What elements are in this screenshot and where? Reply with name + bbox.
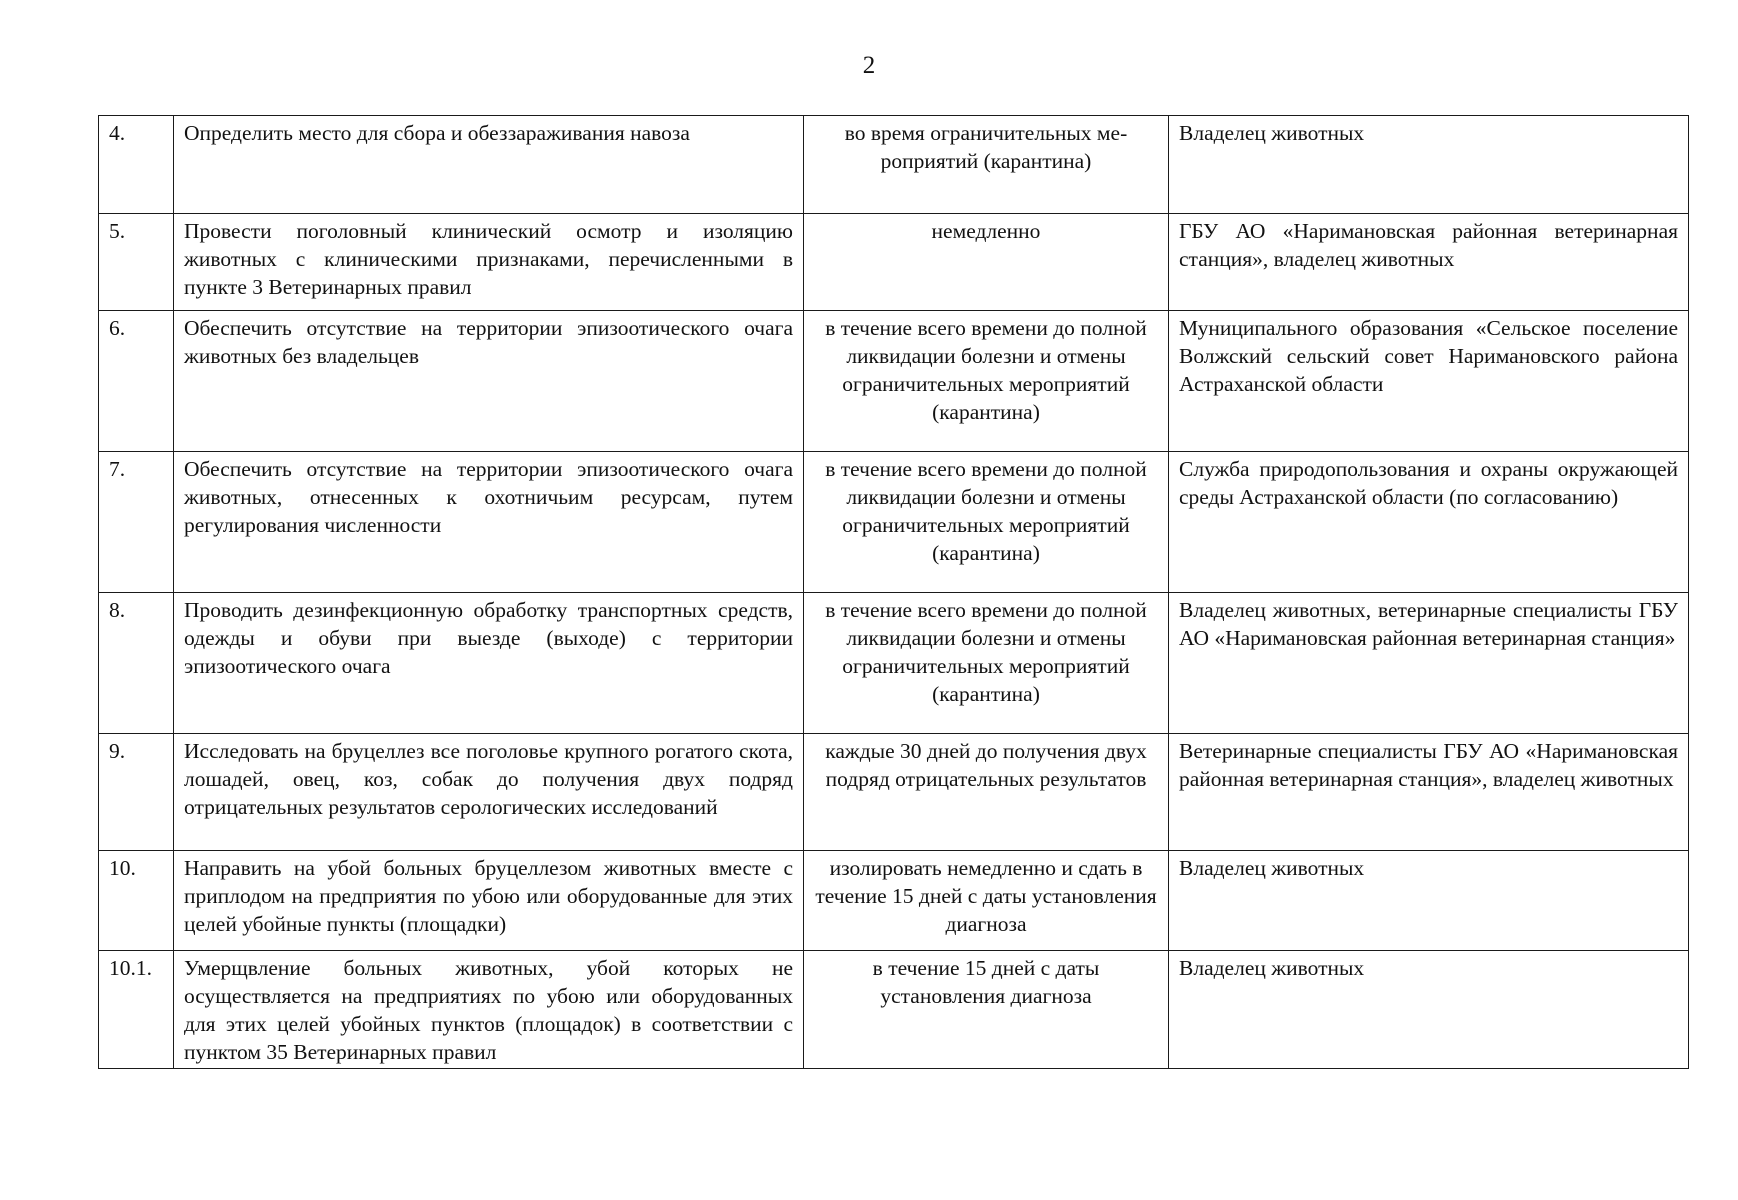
page-number: 2: [862, 52, 876, 79]
table-row: [99, 734, 1689, 851]
responsible-text: Ветеринарные специалисты ГБУ АО «Наримановская районная ветеринарная станция», владелец животных: [1169, 734, 1689, 851]
responsible-text: Владелец животных, ветеринарные специалисты ГБУ АО «Наримановская районная ветеринарная станция»: [1169, 593, 1689, 734]
responsible-text: Служба природопользования и охраны окружающей среды Астраханской области (по согласованию): [1169, 452, 1689, 593]
table-row: [99, 851, 1689, 951]
table-row: [99, 311, 1689, 452]
row-number: 5.: [99, 214, 174, 311]
measure-text: Умерщвление больных животных, убой которых не осуществляется на предприятиях по убою или оборудованных для этих целей убойных пунктов (площадок) в соответствии с пунктом 35 Ветеринарных правил: [174, 951, 804, 1069]
deadline-text: немедленно: [804, 214, 1169, 311]
responsible-text: Владелец животных: [1169, 851, 1689, 951]
responsible-text: Муниципального образования «Сельское поселение Волжский сельский совет Наримановского района Астраханской области: [1169, 311, 1689, 452]
table-row: [99, 593, 1689, 734]
measure-text: Обеспечить отсутствие на территории эпизоотического очага животных без владельцев: [174, 311, 804, 452]
deadline-text: в течение 15 дней с даты установления диагноза: [804, 951, 1169, 1069]
row-number: 6.: [99, 311, 174, 452]
responsible-text: Владелец животных: [1169, 116, 1689, 214]
deadline-text: изолировать немедленно и сдать в течение 15 дней с даты установления диагноза: [804, 851, 1169, 951]
responsible-text: Владелец животных: [1169, 951, 1689, 1069]
row-number: 10.: [99, 851, 174, 951]
table-row: [99, 452, 1689, 593]
row-number: 7.: [99, 452, 174, 593]
row-number: 4.: [99, 116, 174, 214]
measure-text: Обеспечить отсутствие на территории эпизоотического очага животных, отнесенных к охотничьим ресурсам, путем регулирования численности: [174, 452, 804, 593]
deadline-text: каждые 30 дней до получения двух подряд отрицательных результатов: [804, 734, 1169, 851]
deadline-text: в течение всего времени до полной ликвидации болезни и отмены ограничительных мероприятий (карантина): [804, 452, 1169, 593]
row-number: 10.1.: [99, 951, 174, 1069]
deadline-text: в течение всего времени до полной ликвидации болезни и отмены ограничительных мероприятий (карантина): [804, 311, 1169, 452]
measure-text: Определить место для сбора и обеззараживания навоза: [174, 116, 804, 214]
measure-text: Провести поголовный клинический осмотр и изоляцию животных с клиническими признаками, перечисленными в пункте 3 Ветеринарных правил: [174, 214, 804, 311]
row-number: 9.: [99, 734, 174, 851]
measure-text: Направить на убой больных бруцеллезом животных вместе с приплодом на предприятия по убою или оборудованные для этих целей убойные пункты (площадки): [174, 851, 804, 951]
table-row: [99, 951, 1689, 1069]
deadline-text: в течение всего времени до полной ликвидации болезни и отмены ограничительных мероприятий (карантина): [804, 593, 1169, 734]
measure-text: Проводить дезинфекционную обработку транспортных средств, одежды и обуви при выезде (выходе) с территории эпизоотического очага: [174, 593, 804, 734]
row-number: 8.: [99, 593, 174, 734]
measure-text: Исследовать на бруцеллез все поголовье крупного рогатого скота, лошадей, овец, коз, собак до получения двух подряд отрицательных результатов серологических исследований: [174, 734, 804, 851]
table-row: [99, 214, 1689, 311]
responsible-text: ГБУ АО «Наримановская районная ветеринарная станция», владелец животных: [1169, 214, 1689, 311]
table-row: [99, 116, 1689, 214]
deadline-text: во время ограничительных ме-роприятий (карантина): [804, 116, 1169, 214]
measures-table: [98, 115, 1689, 1069]
